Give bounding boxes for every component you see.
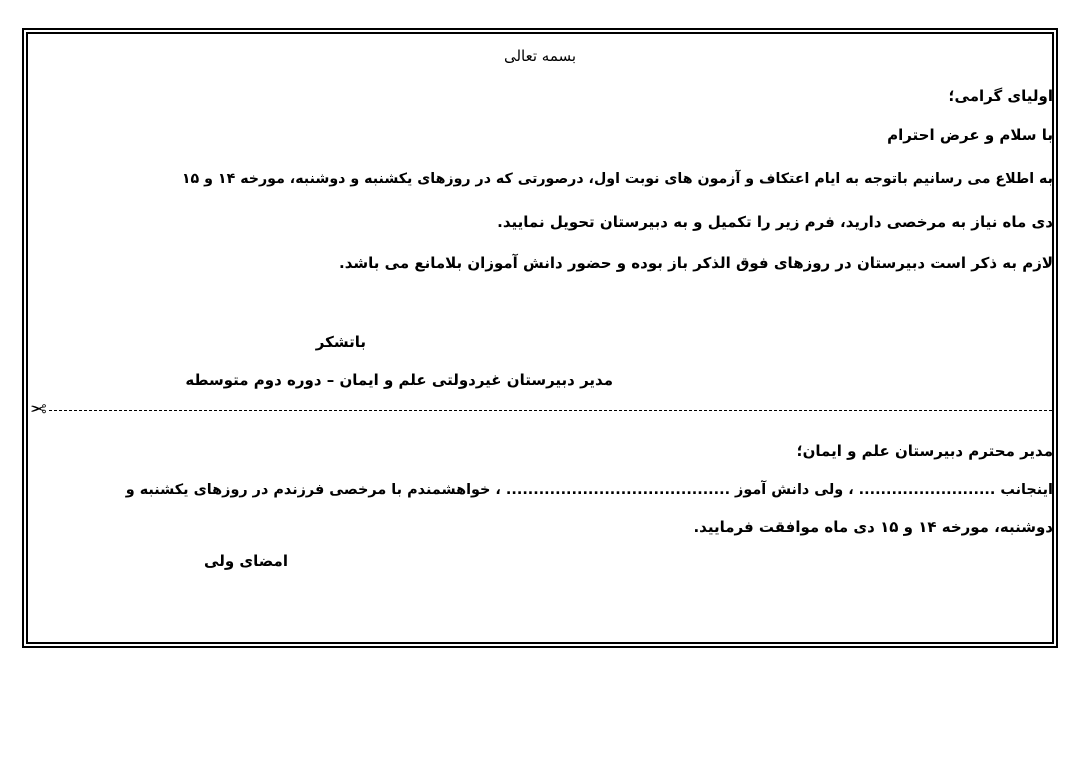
form-line-1: اینجانب ......................... ، ولی دانش آموز ......................................... ، خواهشمندم با مرخصی فرزندم در روزهای یکشنبه و [125, 482, 1053, 498]
form-line-2: دوشنبه، مورخه ۱۴ و ۱۵ دی ماه موافقت فرمایید. [693, 518, 1053, 536]
notice-salutation: با سلام و عرض احترام [887, 126, 1053, 144]
form-addressee: مدیر محترم دبیرستان علم و ایمان؛ [796, 442, 1053, 460]
scissors-icon: ✂ [30, 397, 47, 421]
cut-line [30, 397, 1052, 421]
notice-greeting: اولیای گرامی؛ [948, 87, 1053, 105]
page-title: بسمه تعالی [503, 47, 577, 65]
notice-signer: مدیر دبیرستان غیردولتی علم و ایمان – دوره دوم متوسطه [185, 371, 613, 389]
notice-body-line-3: لازم به ذکر است دبیرستان در روزهای فوق الذکر باز بوده و حضور دانش آموزان بلامانع می باشد. [339, 254, 1053, 272]
form-signature-label: امضای ولی [204, 552, 288, 570]
notice-body-line-1: به اطلاع می رسانیم باتوجه به ایام اعتکاف و آزمون های نوبت اول، درصورتی که در روزهای یکشنبه و دوشنبه، مورخه ۱۴ و ۱۵ [181, 171, 1053, 187]
notice-body-line-2: دی ماه نیاز به مرخصی دارید، فرم زیر را تکمیل و به دبیرستان تحویل نمایید. [497, 213, 1053, 231]
dashed-divider [49, 410, 1052, 411]
notice-thanks: باتشکر [315, 333, 366, 351]
